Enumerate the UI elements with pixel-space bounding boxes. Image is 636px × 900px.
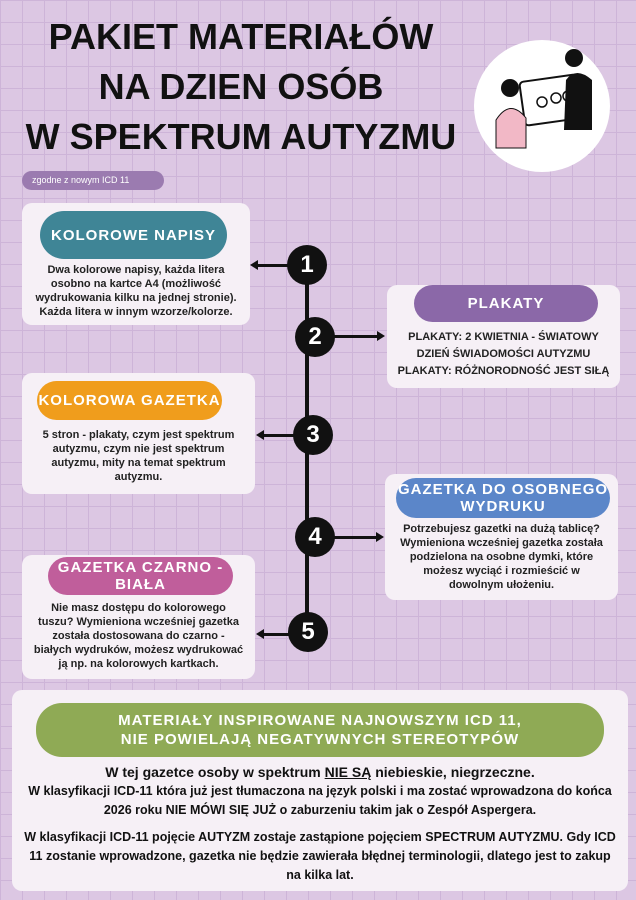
step-description: Dwa kolorowe napisy, każda litera osobno na kartce A4 (możliwość wydrukowania kilku na jednej stronie). Każda litera w innym wzorze/kolorze. (35, 264, 237, 318)
step-pill: GAZETKA CZARNO - BIAŁA (48, 557, 233, 595)
step-description: PLAKATY: RÓŻNORODNOŚĆ JEST SIŁĄ (397, 365, 610, 377)
emphasis-text: NIE SĄ (324, 764, 372, 780)
icd-heading (36, 703, 604, 757)
step-description: 5 stron - plakaty, czym jest spektrum autyzmu, czym nie jest spektrum autyzmu, mity na temat spektrum autyzmu. (42, 429, 235, 483)
poster-title (12, 12, 470, 162)
step-card-plakaty (387, 285, 620, 388)
heading-line: NIE POWIELAJĄ NEGATYWNYCH STEREOTYPÓW (120, 731, 520, 748)
step-pill: GAZETKA DO OSOBNEGO WYDRUKU (396, 478, 610, 518)
icd-info-card (12, 690, 628, 891)
title-line: PAKIET MATERIAŁÓW (48, 16, 434, 57)
step-number: 3 (293, 415, 333, 455)
step-number: 2 (295, 317, 335, 357)
heading-line: MATERIAŁY INSPIROWANE NAJNOWSZYM ICD 11, (118, 712, 522, 729)
step-card-kolorowa-gazetka (22, 373, 255, 494)
text: W tej gazetce osoby w spektrum (105, 764, 325, 780)
info-paragraph-2: W klasyfikacji ICD-11 która już jest tłumaczona na język polski i ma zostać wprowadzona do końca 2026 roku NIE MÓWI SIĘ JUŻ o zaburzeniu takim jak o Zespół Aspergera. (28, 784, 612, 817)
step-card-kolorowe-napisy (22, 203, 250, 325)
step-description: PLAKATY: 2 KWIETNIA - ŚWIATOWY DZIEŃ ŚWIADOMOŚCI AUTYZMU (408, 331, 599, 360)
step-number: 1 (287, 245, 327, 285)
text: niebieskie, niegrzeczne. (371, 764, 535, 780)
step-pill: KOLOROWA GAZETKA (37, 381, 222, 420)
step-number: 5 (288, 612, 328, 652)
illustration-people-icon (474, 40, 610, 172)
title-line: NA DZIEN OSÓB (98, 66, 384, 107)
step-pill: PLAKATY (414, 285, 598, 322)
step-number: 4 (295, 517, 335, 557)
step-description: Potrzebujesz gazetki na dużą tablicę? Wymieniona wcześniej gazetka została podzielona na osobne dymki, które możesz wyciąć i rozmieścić w dowolnym ułożeniu. (400, 523, 603, 591)
title-line: W SPEKTRUM AUTYZMU (25, 116, 457, 157)
step-card-gazetka-czarno-biala (22, 555, 255, 679)
step-pill: KOLOROWE NAPISY (40, 211, 227, 259)
info-line-1 (24, 763, 616, 782)
info-paragraph-3: W klasyfikacji ICD-11 pojęcie AUTYZM zostaje zastąpione pojęciem SPECTRUM AUTYZMU. Gdy ICD 11 zostanie wprowadzone, gazetka nie będzie zawierała błędnej terminologii, dlatego jest to zakup na kilka lat. (24, 830, 616, 882)
step-description: Nie masz dostępu do kolorowego tuszu? Wymieniona wcześniej gazetka została dostosowana do czarno - białych wydruków, możesz wydrukować ją np. na kolorowych kartkach. (33, 602, 244, 670)
icd-badge: zgodne z nowym ICD 11 (22, 171, 164, 190)
step-card-gazetka-do-wydruku (385, 474, 618, 600)
arrow-left-icon (264, 434, 294, 437)
